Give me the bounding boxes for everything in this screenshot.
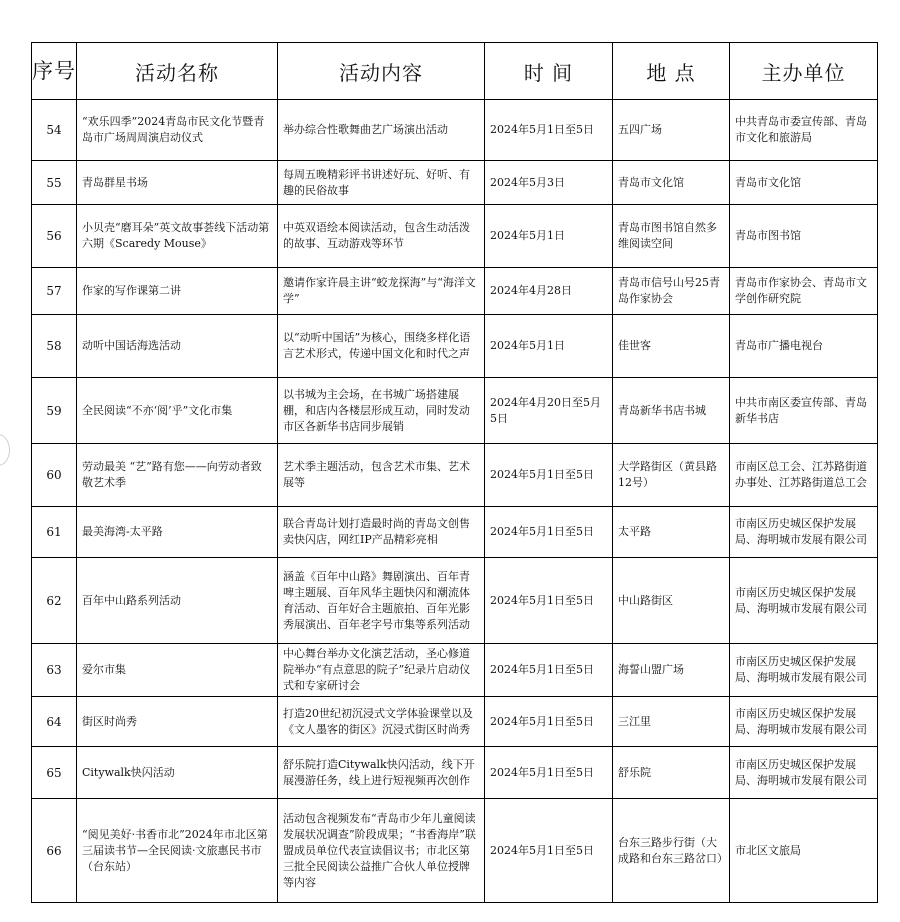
activity-name: 作家的写作课第二讲 <box>77 268 278 315</box>
table-row <box>32 697 878 747</box>
activity-place: 海誓山盟广场 <box>613 644 730 697</box>
activity-time: 2024年5月1日至5日 <box>485 697 613 747</box>
table-row <box>32 315 878 378</box>
activity-place: 台东三路步行街（大成路和台东三路岔口） <box>613 799 730 903</box>
activity-host: 市南区历史城区保护发展局、海明城市发展有限公司 <box>730 507 878 558</box>
activity-name: 爱尔市集 <box>77 644 278 697</box>
activity-content: 涵盖《百年中山路》舞剧演出、百年青啤主题展、百年风华主题快闪和潮流体育活动、百年好合主题旅拍、百年光影秀展演出、百年老字号市集等系列活动 <box>278 558 485 644</box>
header-row <box>32 43 878 100</box>
activity-place: 太平路 <box>613 507 730 558</box>
activity-host: 市南区历史城区保护发展局、海明城市发展有限公司 <box>730 558 878 644</box>
activity-place: 佳世客 <box>613 315 730 378</box>
activity-content: 以书城为主会场，在书城广场搭建展棚，和店内各楼层形成互动，同时发动市区各新华书店同步展销 <box>278 378 485 444</box>
activity-content: 中英双语绘本阅读活动，包含生动活泼的故事、互动游戏等环节 <box>278 205 485 268</box>
activity-host: 市南区历史城区保护发展局、海明城市发展有限公司 <box>730 747 878 799</box>
table-row <box>32 444 878 507</box>
activity-content: 中心舞台举办文化演艺活动，圣心修道院举办“有点意思的院子”纪录片启动仪式和专家研讨会 <box>278 644 485 697</box>
activity-place: 青岛市图书馆自然多维阅读空间 <box>613 205 730 268</box>
row-number: 64 <box>32 697 77 747</box>
activity-place: 舒乐院 <box>613 747 730 799</box>
table-row <box>32 747 878 799</box>
row-number: 65 <box>32 747 77 799</box>
activity-place: 青岛市信号山号25青岛作家协会 <box>613 268 730 315</box>
activity-host: 市南区历史城区保护发展局、海明城市发展有限公司 <box>730 644 878 697</box>
activity-host: 青岛市文化馆 <box>730 161 878 205</box>
activity-content: 艺术季主题活动，包含艺术市集、艺术展等 <box>278 444 485 507</box>
activity-content: 打造20世纪初沉浸式文学体验课堂以及《文人墨客的街区》沉浸式街区时尚秀 <box>278 697 485 747</box>
activity-host: 市北区文旅局 <box>730 799 878 903</box>
header-time: 时 间 <box>485 43 613 100</box>
row-number: 58 <box>32 315 77 378</box>
activity-host: 市南区历史城区保护发展局、海明城市发展有限公司 <box>730 697 878 747</box>
activity-place: 三江里 <box>613 697 730 747</box>
table-row <box>32 507 878 558</box>
row-number: 54 <box>32 100 77 161</box>
activity-time: 2024年5月1日至5日 <box>485 644 613 697</box>
activity-content: 邀请作家许晨主讲“蛟龙探海”与“海洋文学” <box>278 268 485 315</box>
activity-name: Citywalk快闪活动 <box>77 747 278 799</box>
table-row <box>32 268 878 315</box>
row-number: 63 <box>32 644 77 697</box>
activity-time: 2024年5月1日至5日 <box>485 507 613 558</box>
activity-host: 青岛市作家协会、青岛市文学创作研究院 <box>730 268 878 315</box>
activity-name: 劳动最美 “艺”路有您——向劳动者致敬艺术季 <box>77 444 278 507</box>
row-number: 56 <box>32 205 77 268</box>
activity-host: 中共青岛市委宣传部、青岛市文化和旅游局 <box>730 100 878 161</box>
activity-name: 青岛群星书场 <box>77 161 278 205</box>
table-row <box>32 558 878 644</box>
activity-time: 2024年5月1日 <box>485 205 613 268</box>
header-host: 主办单位 <box>730 43 878 100</box>
activity-content: 举办综合性歌舞曲艺广场演出活动 <box>278 100 485 161</box>
activity-name: 小贝壳“磨耳朵”英文故事荟线下活动第六期《Scaredy Mouse》 <box>77 205 278 268</box>
activity-time: 2024年4月28日 <box>485 268 613 315</box>
activity-name: “欢乐四季”2024青岛市民文化节暨青岛市广场周周演启动仪式 <box>77 100 278 161</box>
activity-host: 市南区总工会、江苏路街道办事处、江苏路街道总工会 <box>730 444 878 507</box>
activity-content: 活动包含视频发布“青岛市少年儿童阅读发展状况调查”阶段成果；“书香海岸”联盟成员单位代表宣读倡议书；市北区第三批全民阅读公益推广合伙人单位授牌等内容 <box>278 799 485 903</box>
table-row <box>32 644 878 697</box>
header-name: 活动名称 <box>77 43 278 100</box>
activity-name: 最美海湾-太平路 <box>77 507 278 558</box>
table-row <box>32 161 878 205</box>
header-place: 地 点 <box>613 43 730 100</box>
activity-content: 以“动听中国话”为核心，围绕多样化语言艺术形式，传递中国文化和时代之声 <box>278 315 485 378</box>
activity-name: “阅见美好·书香市北”2024年市北区第三届读书节—全民阅读·文旅惠民书市（台东站） <box>77 799 278 903</box>
activity-place: 中山路街区 <box>613 558 730 644</box>
row-number: 55 <box>32 161 77 205</box>
activity-name: 街区时尚秀 <box>77 697 278 747</box>
row-number: 62 <box>32 558 77 644</box>
events-table <box>31 42 878 903</box>
table-row <box>32 378 878 444</box>
table-row <box>32 799 878 903</box>
activity-time: 2024年5月1日至5日 <box>485 747 613 799</box>
activity-place: 青岛新华书店书城 <box>613 378 730 444</box>
activity-time: 2024年5月1日至5日 <box>485 558 613 644</box>
activity-place: 大学路街区（黄县路12号） <box>613 444 730 507</box>
side-handle[interactable] <box>0 434 10 466</box>
activity-name: 动听中国话海选活动 <box>77 315 278 378</box>
activity-place: 青岛市文化馆 <box>613 161 730 205</box>
activity-time: 2024年5月3日 <box>485 161 613 205</box>
header-number: 序号 <box>32 43 77 100</box>
activity-name: 百年中山路系列活动 <box>77 558 278 644</box>
activity-time: 2024年5月1日 <box>485 315 613 378</box>
activity-time: 2024年5月1日至5日 <box>485 100 613 161</box>
activity-host: 青岛市广播电视台 <box>730 315 878 378</box>
activity-content: 联合青岛计划打造最时尚的青岛文创售卖快闪店，网红IP产品精彩亮相 <box>278 507 485 558</box>
activity-time: 2024年5月1日至5日 <box>485 444 613 507</box>
activity-time: 2024年5月1日至5日 <box>485 799 613 903</box>
row-number: 59 <box>32 378 77 444</box>
table-row <box>32 100 878 161</box>
row-number: 66 <box>32 799 77 903</box>
activity-host: 中共市南区委宣传部、青岛新华书店 <box>730 378 878 444</box>
row-number: 61 <box>32 507 77 558</box>
activity-content: 舒乐院打造Citywalk快闪活动，线下开展漫游任务，线上进行短视频再次创作 <box>278 747 485 799</box>
row-number: 60 <box>32 444 77 507</box>
table-row <box>32 205 878 268</box>
row-number: 57 <box>32 268 77 315</box>
activity-place: 五四广场 <box>613 100 730 161</box>
activity-content: 每周五晚精彩评书讲述好玩、好听、有趣的民俗故事 <box>278 161 485 205</box>
header-content: 活动内容 <box>278 43 485 100</box>
activity-host: 青岛市图书馆 <box>730 205 878 268</box>
activity-name: 全民阅读“不亦‘阅’乎”文化市集 <box>77 378 278 444</box>
activity-time: 2024年4月20日至5月5日 <box>485 378 613 444</box>
